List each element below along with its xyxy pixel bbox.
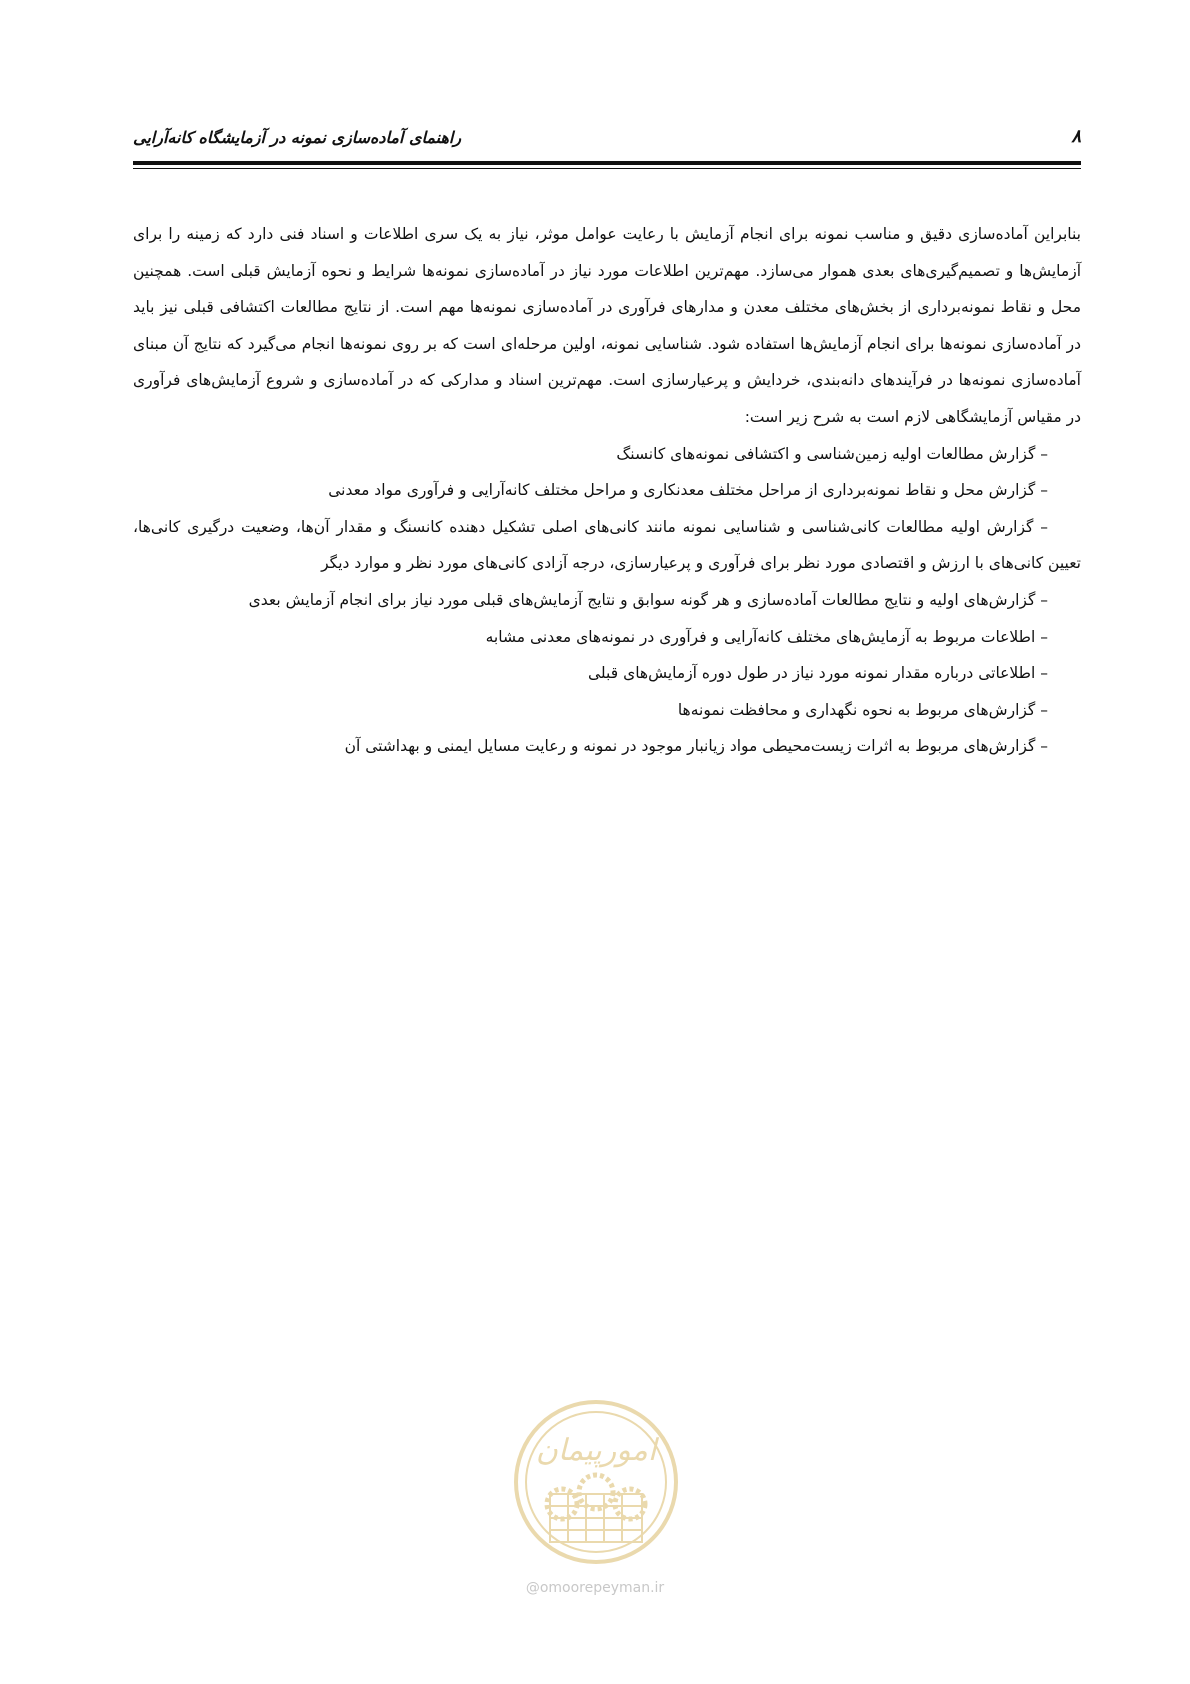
list-item: – گزارش اولیه مطالعات کانی‌شناسی و شناسایی نمونه مانند کانی‌های اصلی تشکیل دهنده کانسنگ و مقدار آن‌ها، وضعیت درگیری کانی‌ها، تعیین کانی‌های با ارزش و اقتصادی مورد نظر برای فرآوری و پرعیارسازی، درجه آزادی کانی‌های مورد نظر و موارد دیگر [133,517,1081,573]
list-item: – گزارش‌های مربوط به نحوه نگهداری و محافظت نمونه‌ها [677,700,1048,719]
header-rule-thin [133,168,1081,169]
list-item: – اطلاعات مربوط به آزمایش‌های مختلف کانه‌آرایی و فرآوری در نمونه‌های معدنی مشابه [485,627,1048,646]
watermark-url: @omoorepeyman.ir [525,1580,665,1596]
svg-text:امورپیمان: امورپیمان [535,1433,657,1468]
page-number: ۸ [1071,126,1081,147]
body-text [133,216,1081,765]
watermark-seal [512,1398,680,1566]
header-rule-thick [133,161,1081,165]
page-header [133,128,1081,150]
list-item: – اطلاعاتی درباره مقدار نمونه مورد نیاز در طول دوره آزمایش‌های قبلی [588,664,1048,683]
list-item: – گزارش مطالعات اولیه زمین‌شناسی و اکتشافی نمونه‌های کانسنگ [616,444,1048,463]
running-title: راهنمای آماده‌سازی نمونه در آزمایشگاه کانه‌آرایی [133,128,462,147]
list-item: – گزارش محل و نقاط نمونه‌برداری از مراحل مختلف معدنکاری و مراحل مختلف کانه‌آرایی و فرآوری مواد معدنی [328,481,1048,500]
intro-paragraph: بنابراین آماده‌سازی دقیق و مناسب نمونه برای انجام آزمایش با رعایت عوامل موثر، نیاز به یک سری اطلاعات و اسناد فنی دارد که زمینه را برای آزمایش‌ها و تصمیم‌گیری‌های بعدی هموار می‌سازد. مهم‌ترین اطلاعات مورد نیاز در آماده‌سازی نمونه‌ها شرایط و نحوه آزمایش قبلی است. همچنین محل و نقاط نمونه‌برداری از بخش‌های مختلف معدن و مدارهای فرآوری در آماده‌سازی نمونه‌ها مهم است. از نتایج مطالعات اکتشافی قبلی نیز باید در آماده‌سازی نمونه‌ها برای انجام آزمایش‌ها استفاده شود. شناسایی نمونه، اولین مرحله‌ای است که بر روی نمونه‌ها انجام می‌گیرد که نتایج آن مبنای آماده‌سازی نمونه‌ها در فرآیندهای دانه‌بندی، خردایش و پرعیارسازی است. مهم‌ترین اسناد و مدارکی که در آماده‌سازی و شروع آزمایش‌های فرآوری در مقیاس آزمایشگاهی لازم است به شرح زیر است: [133,225,1081,426]
list-item: – گزارش‌های اولیه و نتایج مطالعات آماده‌سازی و هر گونه سوابق و نتایج آزمایش‌های قبلی مورد نیاز برای انجام آزمایش بعدی [248,590,1048,609]
list-item: – گزارش‌های مربوط به اثرات زیست‌محیطی مواد زیانبار موجود در نمونه و رعایت مسایل ایمنی و بهداشتی آن [344,737,1048,756]
